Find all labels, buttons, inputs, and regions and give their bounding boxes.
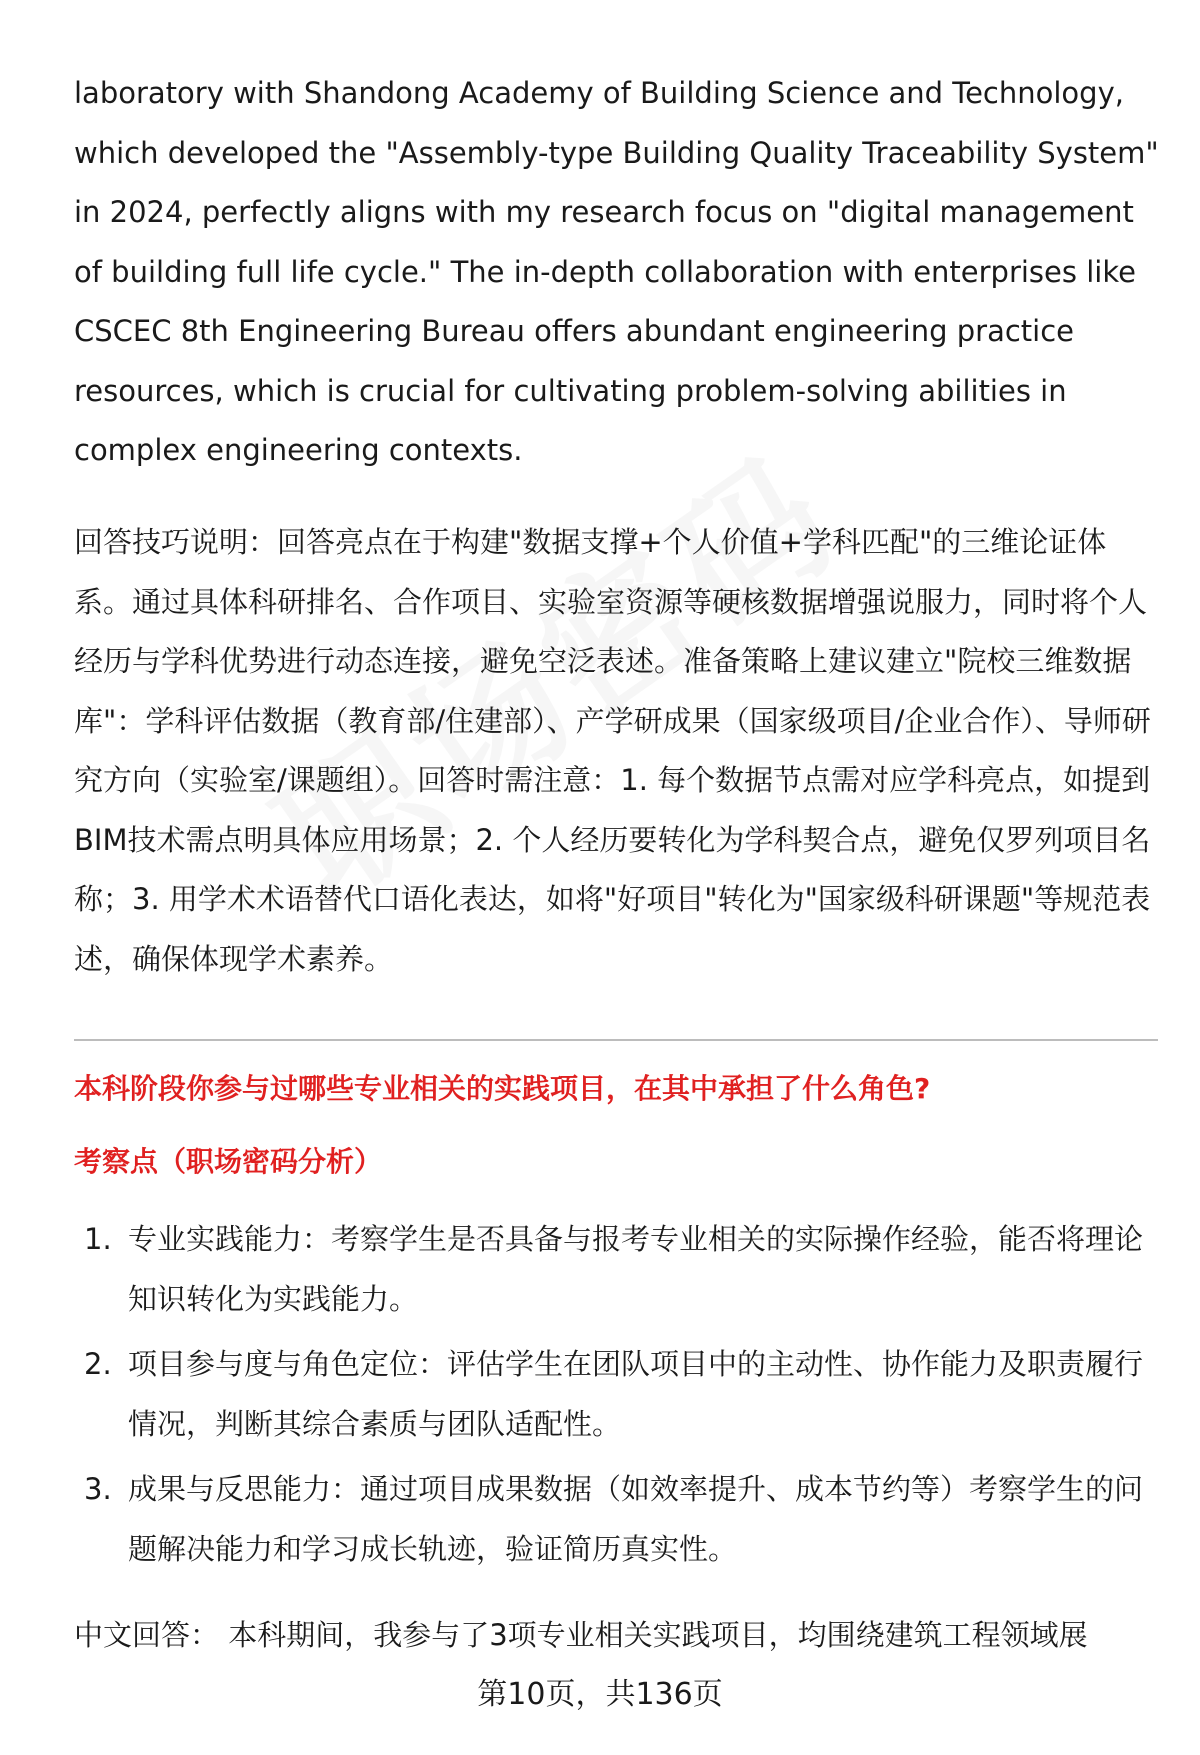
- list-item-text: 项目参与度与角色定位：评估学生在团队项目中的主动性、协作能力及职责履行情况，判断其综合素质与团队适配性。: [128, 1347, 1144, 1441]
- list-item-number: 3.: [84, 1472, 112, 1506]
- list-item-number: 2.: [84, 1347, 112, 1381]
- page-number-footer: 第10页，共136页: [477, 1677, 723, 1712]
- analysis-list: [74, 1210, 1164, 1585]
- answer-tips-paragraph: 回答技巧说明：回答亮点在于构建"数据支撑+个人价值+学科匹配"的三维论证体系。通过具体科研排名、合作项目、实验室资源等硬核数据增强说服力，同时将个人经历与学科优势进行动态连接，避免空泛表述。准备策略上建议建立"院校三维数据库"：学科评估数据（教育部/住建部）、产学研成果（国家级项目/企业合作）、导师研究方向（实验室/课题组）。回答时需注意：1. 每个数据节点需对应学科亮点，如提到BIM技术需点明具体应用场景；2. 个人经历要转化为学科契合点，避免仅罗列项目名称；3. 用学术术语替代口语化表达，如将"好项目"转化为"国家级科研课题"等规范表述，确保体现学术素养。: [74, 525, 1151, 976]
- question-heading: 本科阶段你参与过哪些专业相关的实践项目，在其中承担了什么角色?: [74, 1072, 931, 1105]
- list-item: [74, 1335, 1164, 1454]
- chinese-answer-paragraph: 中文回答： 本科期间，我参与了3项专业相关实践项目，均围绕建筑工程领域展: [74, 1618, 1088, 1652]
- list-item-number: 1.: [84, 1222, 112, 1256]
- section-divider: [74, 1039, 1158, 1041]
- list-item: [74, 1210, 1164, 1329]
- english-paragraph: laboratory with Shandong Academy of Building Science and Technology, which developed the "Assembly-type Building Quality Traceability System" in 2024, perfectly aligns with my research focus on "digital management of building full life cycle." The in-depth collaboration with enterprises like CSCEC 8th Engineering Bureau offers abundant engineering practice resources, which is crucial for cultivating problem-solving abilities in complex engineering contexts.: [74, 76, 1159, 467]
- list-item-text: 成果与反思能力：通过项目成果数据（如效率提升、成本节约等）考察学生的问题解决能力和学习成长轨迹，验证简历真实性。: [128, 1472, 1144, 1566]
- list-item-text: 专业实践能力：考察学生是否具备与报考专业相关的实际操作经验，能否将理论知识转化为实践能力。: [128, 1222, 1144, 1316]
- analysis-heading: 考察点（职场密码分析）: [74, 1145, 383, 1178]
- list-item: [74, 1460, 1164, 1579]
